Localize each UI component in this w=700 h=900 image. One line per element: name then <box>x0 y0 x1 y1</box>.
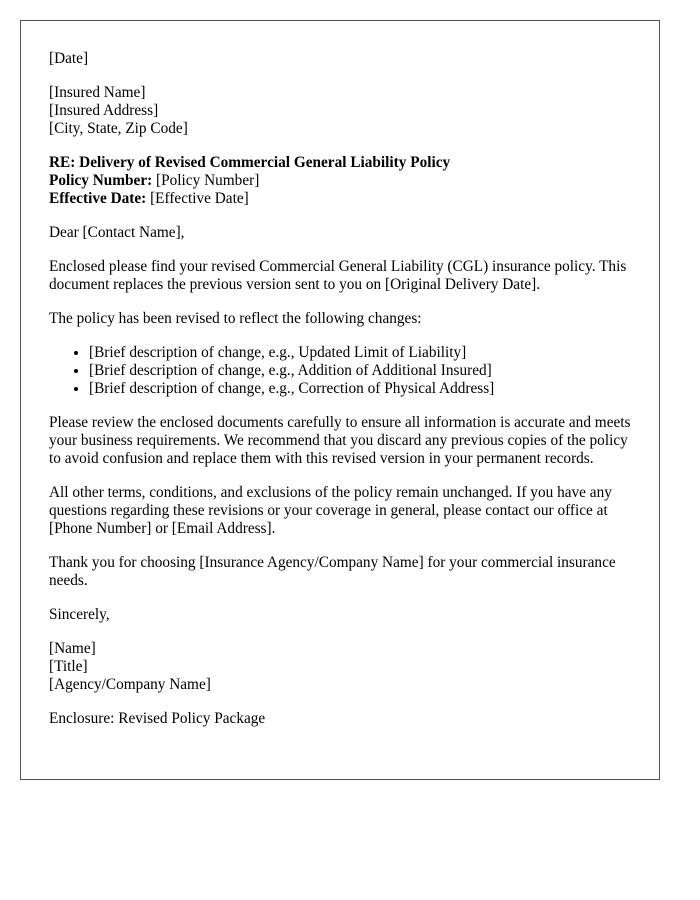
signer-company: [Agency/Company Name] <box>49 676 211 693</box>
body-paragraph-review: Please review the enclosed documents carefully to ensure all information is accurate and meets your business requirements. We recommend that you discard any previous copies of the policy to avoid confusion and replace them with this revised version in your permanent records. <box>49 414 631 467</box>
letter-date: [Date] <box>49 50 89 67</box>
insured-city-state-zip: [City, State, Zip Code] <box>49 120 188 137</box>
recipient-address-block <box>49 84 631 138</box>
subject-line <box>49 154 631 172</box>
policy-number-label: Policy Number: <box>49 172 153 189</box>
insured-address: [Insured Address] <box>49 102 159 119</box>
policy-number-line <box>49 172 631 190</box>
body-paragraph-thanks: Thank you for choosing [Insurance Agency/Company Name] for your commercial insurance needs. <box>49 554 616 589</box>
signer-name: [Name] <box>49 640 96 657</box>
list-item: • [Brief description of change, e.g., Updated Limit of Liability] <box>89 344 631 362</box>
signature-block <box>49 640 631 694</box>
body-paragraph-changes-intro: The policy has been revised to reflect the following changes: <box>49 310 422 327</box>
enclosure-note: Enclosure: Revised Policy Package <box>49 710 266 727</box>
insured-name: [Insured Name] <box>49 84 146 101</box>
effective-date-label: Effective Date: <box>49 190 147 207</box>
policy-number-value: [Policy Number] <box>152 172 260 189</box>
salutation: Dear [Contact Name], <box>49 224 185 241</box>
effective-date-value: [Effective Date] <box>146 190 249 207</box>
closing: Sincerely, <box>49 606 110 623</box>
changes-list <box>49 344 631 398</box>
effective-date-line <box>49 190 631 208</box>
subject-re: RE: Delivery of Revised Commercial General Liability Policy <box>49 154 451 171</box>
list-item: • [Brief description of change, e.g., Addition of Additional Insured] <box>89 362 631 380</box>
subject-block <box>49 154 631 208</box>
list-item: • [Brief description of change, e.g., Correction of Physical Address] <box>89 380 631 398</box>
body-paragraph-enclosed: Enclosed please find your revised Commercial General Liability (CGL) insurance policy. This document replaces the previous version sent to you on [Original Delivery Date]. <box>49 258 627 293</box>
letter-page <box>20 20 660 780</box>
signer-title: [Title] <box>49 658 88 675</box>
body-paragraph-terms: All other terms, conditions, and exclusions of the policy remain unchanged. If you have any questions regarding these revisions or your coverage in general, please contact our office at [Phone Number] or [Email Address]. <box>49 484 612 537</box>
